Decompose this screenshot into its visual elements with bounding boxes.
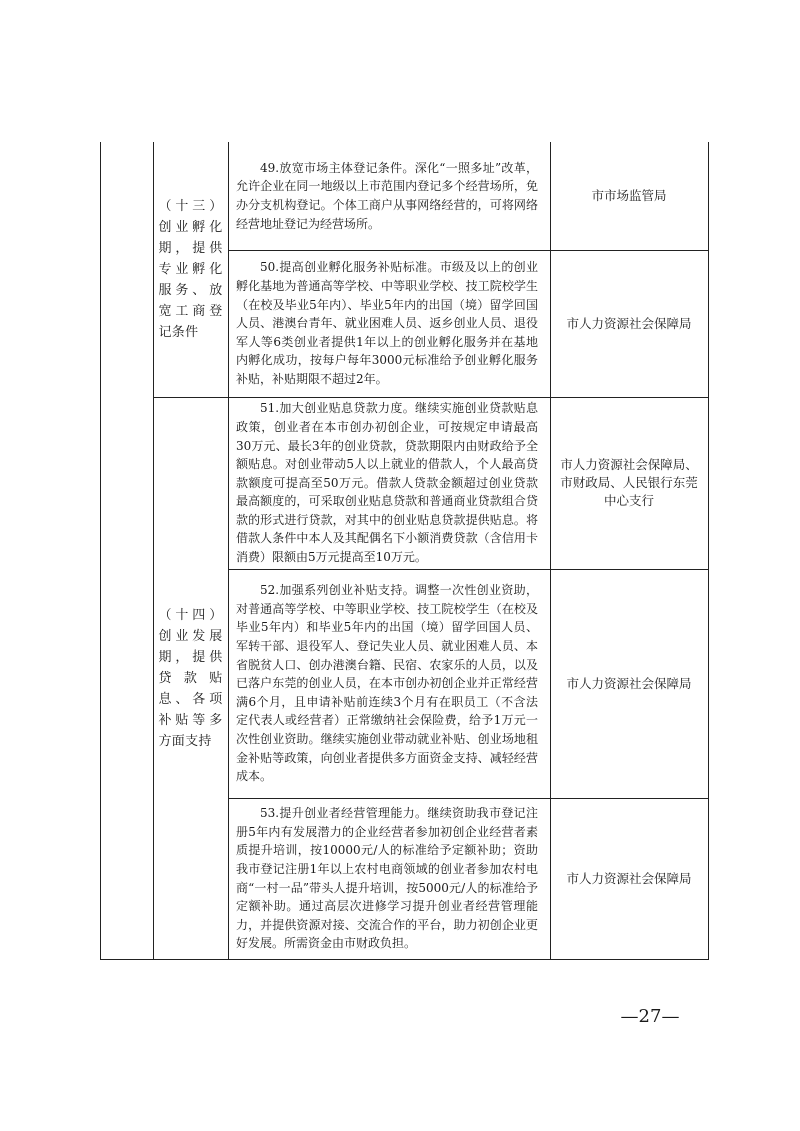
measure-cell <box>228 798 542 959</box>
department-cell <box>550 142 708 250</box>
table-border-right <box>708 142 709 960</box>
measure-text: 49.放宽市场主体登记条件。深化“一照多址”改革，允许企业在同一地级以上市范围内登记多个经营场所，免办分支机构登记。个体工商户从事网络经营的，可将网络经营地址登记为经营场所。 <box>236 160 538 231</box>
department-cell <box>550 397 708 569</box>
category-cell <box>153 397 228 959</box>
policy-table <box>100 142 708 960</box>
department-label: 市人力资源社会保障局 <box>566 315 692 331</box>
table-border-bottom <box>100 959 708 960</box>
measure-cell <box>228 250 542 397</box>
department-label: 市市场监管局 <box>591 188 667 203</box>
category-label: （十三）创业孵化期，提供专业孵化服务、放宽工商登记条件 <box>158 199 223 340</box>
department-cell <box>550 250 708 397</box>
measure-cell <box>228 569 542 798</box>
measure-text: 53.提升创业者经营管理能力。继续资助我市登记注册5年内有发展潜力的企业经营者参加初创企业经营者素质提升培训，按10000元/人的标准给予定额补助；资助我市登记注册1年以上农村电商领域的创业者参加农村电商“一村一品”带头人提升培训，按5000元/人的标准给予定额补助。通过高层次进修学习提升创业者经营管理能力，并提供资源对接、交流合作的平台，助力初创企业更好发展。所需资金由市财政负担。 <box>236 806 538 951</box>
page-number: —27— <box>620 1006 680 1027</box>
measure-text: 52.加强系列创业补贴支持。调整一次性创业资助，对普通高等学校、中等职业学校、技工院校学生（在校及毕业5年内）和毕业5年内的出国（境）留学回国人员、军转干部、退役军人、登记失业人员、就业困难人员、本省脱贫人口、创办港澳台籍、民宿、农家乐的人员，以及已落户东莞的创业人员，在本市创办初创企业并正常经营满6个月，且申请补贴前连续3个月有在职员工（不含法定代表人或经营者）正常缴纳社会保险费，给予1万元一次性创业资助。继续实施创业带动就业补贴、创业场地租金补贴等政策，向创业者提供多方面资金支持、减轻经营成本。 <box>236 583 538 784</box>
department-cell <box>550 569 708 798</box>
measure-cell <box>228 397 542 569</box>
department-label: 市人力资源社会保障局 <box>566 870 692 886</box>
department-label: 市人力资源社会保障局 <box>566 675 692 691</box>
table-border-left <box>100 142 101 960</box>
measure-cell <box>228 142 542 250</box>
measure-text: 51.加大创业贴息贷款力度。继续实施创业贷款贴息政策，创业者在本市创办初创企业，可按规定申请最高30万元、最长3年的创业贷款，贷款期限内由财政给予全额贴息。对创业带动5人以上就业的借款人，个人最高贷款额度可提高至50万元。借款人贷款金额超过创业贷款最高额度的，可采取创业贴息贷款和普通商业贷款组合贷款的形式进行贷款，对其中的创业贴息贷款提供贴息。将借款人条件中本人及其配偶名下小额消费贷款（含信用卡消费）限额由5万元提高至10万元。 <box>236 401 538 565</box>
category-cell <box>153 142 228 397</box>
category-label: （十四）创业发展期，提供贷款贴息、各项补贴等多方面支持 <box>158 607 223 749</box>
measure-text: 50.提高创业孵化服务补贴标准。市级及以上的创业孵化基地为普通高等学校、中等职业学校、技工院校学生（在校及毕业5年内）、毕业5年内的出国（境）留学回国人员、港澳台青年、就业困难人员、返乡创业人员、退役军人等6类创业者提供1年以上的创业孵化服务并在基地内孵化成功，按每户每年3000元标准给予创业孵化服务补贴，补贴期限不超过2年。 <box>236 260 538 386</box>
department-cell <box>550 798 708 959</box>
department-label: 市人力资源社会保障局、市财政局、人民银行东莞中心支行 <box>560 457 698 508</box>
